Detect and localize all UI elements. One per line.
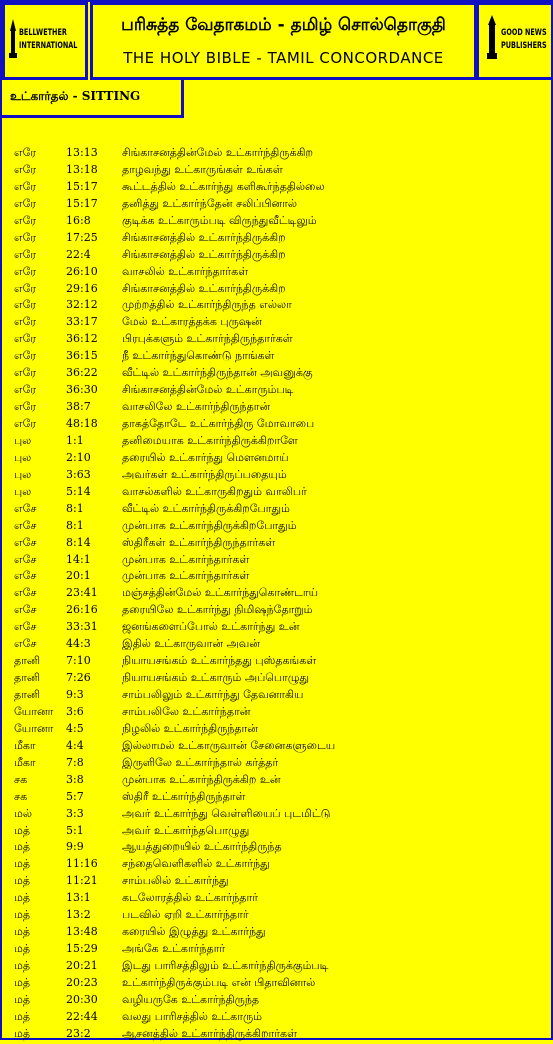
- verse-ref: 13:1: [66, 891, 91, 905]
- book-abbrev: மத்: [14, 840, 31, 854]
- book-abbrev: மீகா: [14, 738, 36, 752]
- book-abbrev: மத்: [14, 891, 31, 905]
- list-item: [14, 790, 544, 807]
- book-abbrev: எரே: [14, 332, 37, 346]
- verse-excerpt: கடலோரத்தில் உட்கார்ந்தார்: [122, 891, 258, 905]
- verse-ref: 3:6: [66, 704, 84, 718]
- list-item: [14, 773, 544, 790]
- verse-ref: 29:16: [66, 281, 98, 295]
- list-item: [14, 265, 544, 282]
- verse-excerpt: ஸ்திரீகள் உட்கார்ந்திருந்தார்கள்: [122, 535, 276, 549]
- list-item: [14, 417, 544, 434]
- book-abbrev: எசே: [14, 518, 37, 532]
- list-item: [14, 705, 544, 722]
- list-item: [14, 1027, 544, 1044]
- book-abbrev: தானி: [14, 671, 41, 685]
- verse-ref: 36:15: [66, 349, 98, 363]
- verse-excerpt: சிங்காசனத்தின்மேல் உட்காரும்படி: [122, 383, 294, 397]
- list-item: [14, 298, 544, 315]
- goodnews-logo: [476, 2, 553, 80]
- book-abbrev: எரே: [14, 298, 37, 312]
- list-item: [14, 807, 544, 824]
- verse-ref: 13:18: [66, 162, 98, 176]
- verse-ref: 26:16: [66, 603, 98, 617]
- list-item: [14, 739, 544, 756]
- verse-excerpt: தனிமையாக உட்கார்ந்திருக்கிறாளே: [122, 433, 298, 447]
- list-item: [14, 959, 544, 976]
- verse-ref: 7:10: [66, 654, 91, 668]
- list-item: [14, 248, 544, 265]
- verse-ref: 17:25: [66, 230, 98, 244]
- verse-ref: 8:1: [66, 518, 84, 532]
- list-item: [14, 891, 544, 908]
- verse-ref: 5:1: [66, 823, 84, 837]
- list-item: [14, 620, 544, 637]
- list-item: [14, 874, 544, 891]
- verse-ref: 9:3: [66, 688, 84, 701]
- verse-ref: 8:14: [66, 535, 91, 549]
- verse-ref: 36:22: [66, 366, 98, 380]
- verse-ref: 23:2: [66, 1026, 91, 1040]
- verse-excerpt: சாம்பலிலும் உட்கார்ந்து தேவனாகிய: [122, 688, 304, 701]
- list-item: [14, 197, 544, 214]
- verse-ref: 13:13: [66, 146, 98, 159]
- verse-ref: 20:23: [66, 975, 98, 989]
- book-abbrev: புல: [14, 484, 32, 498]
- verse-ref: 3:63: [66, 467, 91, 481]
- list-item: [14, 722, 544, 739]
- publisher-right-line2: PUBLISHERS: [501, 41, 547, 51]
- verse-excerpt: இல்லாமல் உட்காருவான் சேனைகளுடைய: [122, 738, 336, 752]
- verse-excerpt: வாசலிலே உட்கார்ந்திருந்தான்: [122, 400, 271, 414]
- list-item: [14, 366, 544, 383]
- verse-excerpt: வாசலில் உட்கார்ந்தார்கள்: [122, 264, 249, 278]
- list-item: [14, 569, 544, 586]
- book-abbrev: எசே: [14, 552, 37, 566]
- book-abbrev: எரே: [14, 400, 37, 414]
- book-abbrev: மத்: [14, 1026, 31, 1040]
- verse-ref: 32:12: [66, 298, 98, 312]
- verse-excerpt: முன்பாக உட்கார்ந்திருக்கிற உன்: [122, 772, 281, 786]
- concordance-list: [14, 146, 544, 1044]
- verse-ref: 7:26: [66, 671, 91, 685]
- verse-excerpt: படவில் ஏறி உட்கார்ந்தார்: [122, 908, 249, 922]
- book-abbrev: மத்: [14, 975, 31, 989]
- publisher-right-line1: GOOD NEWS: [501, 28, 547, 38]
- book-abbrev: எரே: [14, 417, 37, 430]
- verse-excerpt: நியாயசங்கம் உட்கார்ந்தது புஸ்தகங்கள்: [122, 654, 317, 668]
- book-abbrev: எரே: [14, 247, 37, 261]
- book-abbrev: எசே: [14, 501, 37, 515]
- verse-ref: 2:10: [66, 450, 91, 464]
- book-abbrev: மத்: [14, 823, 31, 837]
- verse-ref: 15:17: [66, 179, 98, 193]
- verse-excerpt: கூட்டத்தில் உட்கார்ந்து களிகூர்ந்ததில்லை: [122, 179, 325, 193]
- headword-box: [2, 80, 184, 118]
- book-abbrev: தானி: [14, 688, 41, 701]
- book-abbrev: எசே: [14, 603, 37, 617]
- verse-excerpt: அவர் உட்கார்ந்தபொழுது: [122, 823, 250, 837]
- book-abbrev: எசே: [14, 637, 37, 651]
- book-abbrev: எரே: [14, 230, 37, 244]
- verse-ref: 3:8: [66, 772, 84, 786]
- list-item: [14, 671, 544, 688]
- book-abbrev: மத்: [14, 874, 31, 888]
- verse-excerpt: வழியருகே உட்கார்ந்திருந்த: [122, 992, 260, 1006]
- verse-excerpt: வாசல்களில் உட்காருகிறதும் வாலிபர்: [122, 484, 307, 498]
- verse-ref: 26:10: [66, 264, 98, 278]
- verse-excerpt: தாகத்தோடே உட்கார்ந்திரு மோவாபை: [122, 417, 315, 430]
- book-abbrev: எரே: [14, 366, 37, 380]
- verse-ref: 15:17: [66, 196, 98, 210]
- verse-excerpt: வீட்டில் உட்கார்ந்திருக்கிறபோதும்: [122, 501, 290, 515]
- header: [2, 2, 551, 80]
- verse-ref: 20:21: [66, 959, 98, 972]
- verse-excerpt: சிங்காசனத்தின்மேல் உட்கார்ந்திருக்கிற: [122, 146, 313, 159]
- verse-ref: 4:4: [66, 738, 84, 752]
- list-item: [14, 908, 544, 925]
- verse-excerpt: வீட்டில் உட்கார்ந்திருந்தான் அவனுக்கு: [122, 366, 313, 380]
- book-abbrev: மத்: [14, 925, 31, 939]
- list-item: [14, 824, 544, 841]
- book-abbrev: எசே: [14, 569, 37, 583]
- verse-excerpt: முற்றத்தில் உட்கார்ந்திருந்த எல்லா: [122, 298, 292, 312]
- list-item: [14, 180, 544, 197]
- verse-excerpt: வலது பாரிசத்தில் உட்காரும்: [122, 1009, 263, 1023]
- verse-ref: 1:1: [66, 433, 84, 447]
- list-item: [14, 332, 544, 349]
- list-item: [14, 282, 544, 299]
- verse-excerpt: குடிக்க உட்காரும்படி விருந்துவீட்டிலும்: [122, 213, 317, 227]
- title-box: [90, 2, 477, 80]
- title-tamil: பரிசுத்த வேதாகமம் - தமிழ் சொல்தொகுதி: [121, 15, 446, 35]
- list-item: [14, 485, 544, 502]
- verse-excerpt: சிங்காசனத்தில் உட்கார்ந்திருக்கிற: [122, 281, 286, 295]
- list-item: [14, 637, 544, 654]
- book-abbrev: எசே: [14, 535, 37, 549]
- verse-excerpt: மஞ்சத்தின்மேல் உட்கார்ந்துகொண்டாய்: [122, 586, 319, 600]
- list-item: [14, 688, 544, 705]
- list-item: [14, 519, 544, 536]
- book-abbrev: புல: [14, 433, 32, 447]
- verse-excerpt: ஜனங்களைப்போல் உட்கார்ந்து உன்: [122, 620, 300, 634]
- publisher-left-line2: INTERNATIONAL: [19, 41, 78, 51]
- list-item: [14, 146, 544, 163]
- title-english: THE HOLY BIBLE - TAMIL CONCORDANCE: [123, 49, 444, 67]
- list-item: [14, 434, 544, 451]
- list-item: [14, 603, 544, 620]
- book-abbrev: மத்: [14, 959, 31, 972]
- verse-ref: 22:4: [66, 247, 91, 261]
- book-abbrev: எசே: [14, 620, 37, 634]
- list-item: [14, 553, 544, 570]
- list-item: [14, 654, 544, 671]
- verse-ref: 33:17: [66, 315, 98, 329]
- verse-excerpt: தரையிலே உட்கார்ந்து நிமிஷந்தோறும்: [122, 603, 313, 617]
- verse-ref: 9:9: [66, 840, 84, 854]
- verse-excerpt: ஆசனத்தில் உட்கார்ந்திருக்கிறார்கள்: [122, 1026, 297, 1040]
- verse-excerpt: அங்கே உட்கார்ந்தார்: [122, 942, 226, 956]
- list-item: [14, 349, 544, 366]
- verse-excerpt: நிழலில் உட்கார்ந்திருந்தான்: [122, 721, 258, 735]
- verse-ref: 36:30: [66, 383, 98, 397]
- book-abbrev: எரே: [14, 162, 37, 176]
- list-item: [14, 942, 544, 959]
- verse-excerpt: சாம்பலிலே உட்கார்ந்தான்: [122, 704, 251, 718]
- book-abbrev: எரே: [14, 383, 37, 397]
- verse-excerpt: பிரபுக்களும் உட்கார்ந்திருந்தார்கள்: [122, 332, 293, 346]
- list-item: [14, 214, 544, 231]
- list-item: [14, 163, 544, 180]
- book-abbrev: சக: [14, 789, 28, 803]
- verse-ref: 5:14: [66, 484, 91, 498]
- verse-ref: 7:8: [66, 755, 84, 769]
- verse-ref: 44:3: [66, 637, 91, 651]
- verse-excerpt: தாழவந்து உட்காருங்கள் உங்கள்: [122, 162, 283, 176]
- verse-excerpt: உட்கார்ந்திருக்கும்படி என் பிதாவினால்: [122, 975, 316, 989]
- verse-ref: 33:31: [66, 620, 98, 634]
- verse-excerpt: முன்பாக உட்கார்ந்தார்கள்: [122, 552, 250, 566]
- verse-ref: 22:44: [66, 1009, 98, 1023]
- list-item: [14, 840, 544, 857]
- book-abbrev: எரே: [14, 281, 37, 295]
- book-abbrev: யோனா: [14, 721, 54, 735]
- verse-ref: 16:8: [66, 213, 91, 227]
- list-item: [14, 925, 544, 942]
- book-abbrev: மத்: [14, 1009, 31, 1023]
- book-abbrev: மத்: [14, 942, 31, 956]
- book-abbrev: மீகா: [14, 755, 36, 769]
- verse-ref: 13:2: [66, 908, 91, 922]
- list-item: [14, 756, 544, 773]
- list-item: [14, 586, 544, 603]
- bellwether-logo: [2, 2, 88, 80]
- verse-excerpt: இருளிலே உட்கார்ந்தால் கர்த்தர்: [122, 755, 279, 769]
- list-item: [14, 383, 544, 400]
- list-item: [14, 468, 544, 485]
- verse-ref: 5:7: [66, 789, 84, 803]
- verse-excerpt: நீ உட்கார்ந்துகொண்டு நாங்கள்: [122, 349, 275, 363]
- book-abbrev: யோனா: [14, 704, 54, 718]
- verse-ref: 36:12: [66, 332, 98, 346]
- list-item: [14, 231, 544, 248]
- book-abbrev: எரே: [14, 349, 37, 363]
- verse-excerpt: நியாயசங்கம் உட்காரும் அப்பொழுது: [122, 671, 310, 685]
- list-item: [14, 976, 544, 993]
- verse-excerpt: ஆயத்துறையில் உட்கார்ந்திருந்த: [122, 840, 282, 854]
- book-abbrev: தானி: [14, 654, 41, 668]
- book-abbrev: எரே: [14, 179, 37, 193]
- book-abbrev: மத்: [14, 857, 31, 871]
- verse-excerpt: அவர்கள் உட்கார்ந்திருப்பதையும்: [122, 467, 287, 481]
- verse-ref: 11:21: [66, 874, 98, 888]
- verse-ref: 48:18: [66, 417, 98, 430]
- book-abbrev: சக: [14, 772, 28, 786]
- book-abbrev: புல: [14, 450, 32, 464]
- book-abbrev: எரே: [14, 213, 37, 227]
- list-item: [14, 993, 544, 1010]
- book-abbrev: மத்: [14, 908, 31, 922]
- book-abbrev: எசே: [14, 586, 37, 600]
- verse-excerpt: சிங்காசனத்தில் உட்கார்ந்திருக்கிற: [122, 230, 286, 244]
- book-abbrev: எரே: [14, 196, 37, 210]
- list-item: [14, 400, 544, 417]
- verse-ref: 14:1: [66, 552, 91, 566]
- verse-excerpt: தரையில் உட்கார்ந்து மௌனமாய்: [122, 450, 289, 464]
- verse-excerpt: சந்தைவெளிகளில் உட்கார்ந்து: [122, 857, 270, 871]
- verse-ref: 11:16: [66, 857, 98, 871]
- verse-ref: 38:7: [66, 400, 91, 414]
- list-item: [14, 502, 544, 519]
- verse-excerpt: இதில் உட்காருவான் அவன்: [122, 637, 260, 651]
- verse-excerpt: ஸ்திரீ உட்கார்ந்திருந்தாள்: [122, 789, 246, 803]
- list-item: [14, 857, 544, 874]
- verse-ref: 13:48: [66, 925, 98, 939]
- verse-ref: 20:30: [66, 992, 98, 1006]
- verse-excerpt: தனித்து உட்கார்ந்தேன் சலிப்பினால்: [122, 196, 298, 210]
- book-abbrev: எரே: [14, 264, 37, 278]
- book-abbrev: மல்: [14, 806, 32, 820]
- book-abbrev: புல: [14, 467, 32, 481]
- verse-excerpt: கரையில் இழுத்து உட்கார்ந்து: [122, 925, 266, 939]
- verse-ref: 20:1: [66, 569, 91, 583]
- verse-excerpt: மேல் உட்காரத்தக்க புருஷன்: [122, 315, 262, 329]
- verse-excerpt: முன்பாக உட்கார்ந்தார்கள்: [122, 569, 250, 583]
- list-item: [14, 451, 544, 468]
- verse-ref: 23:41: [66, 586, 98, 600]
- verse-ref: 8:1: [66, 501, 84, 515]
- list-item: [14, 1010, 544, 1027]
- book-abbrev: எரே: [14, 146, 37, 159]
- verse-ref: 4:5: [66, 721, 84, 735]
- book-abbrev: மத்: [14, 992, 31, 1006]
- verse-excerpt: முன்பாக உட்கார்ந்திருக்கிறபோதும்: [122, 518, 297, 532]
- verse-excerpt: அவர் உட்கார்ந்து வெள்ளியைப் புடமிட்டு: [122, 806, 331, 820]
- verse-ref: 15:29: [66, 942, 98, 956]
- book-abbrev: எரே: [14, 315, 37, 329]
- verse-ref: 3:3: [66, 806, 84, 820]
- verse-excerpt: இடது பாரிசத்திலும் உட்கார்ந்திருக்கும்படி: [122, 959, 329, 972]
- list-item: [14, 315, 544, 332]
- publisher-left-line1: BELLWETHER: [19, 28, 67, 38]
- list-item: [14, 536, 544, 553]
- verse-excerpt: சாம்பலில் உட்கார்ந்து: [122, 874, 229, 888]
- verse-excerpt: சிங்காசனத்தில் உட்கார்ந்திருக்கிற: [122, 247, 286, 261]
- headword: உட்கார்தல் - SITTING: [10, 89, 141, 103]
